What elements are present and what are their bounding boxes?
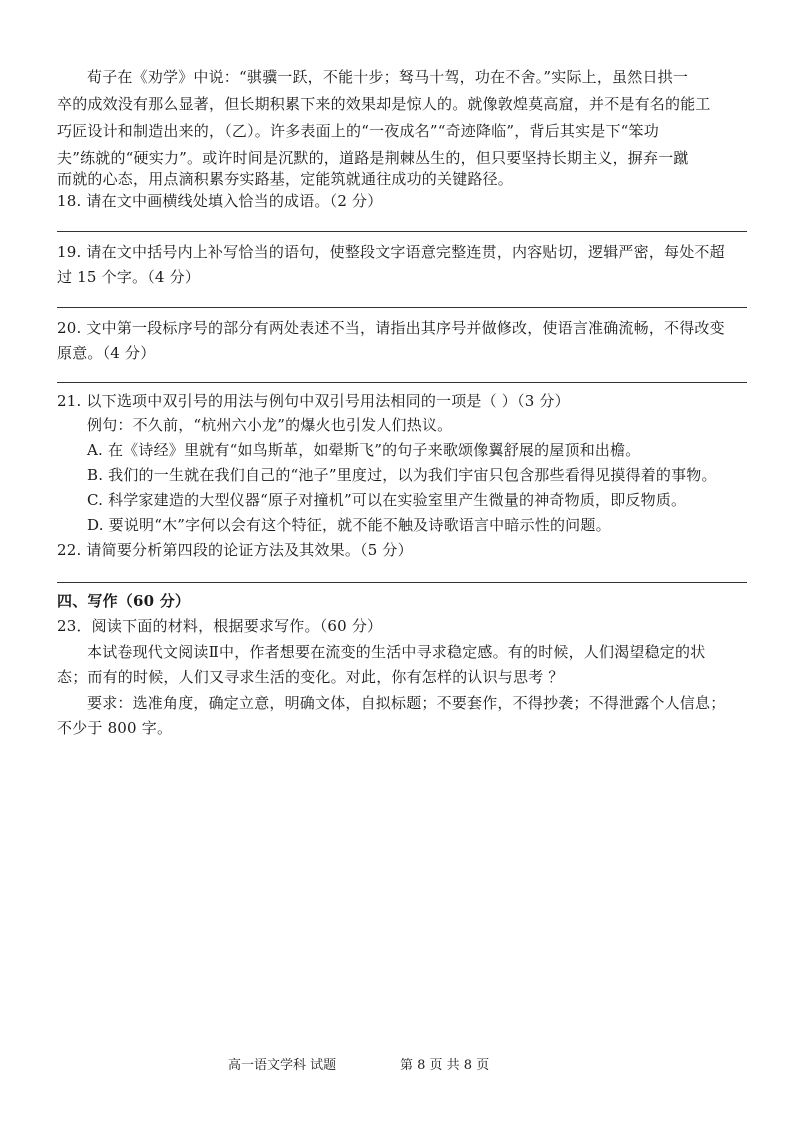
option-a: A. 在《诗经》里就有“如鸟斯革，如翚斯飞”的句子来歌颂像翼舒展的屋顶和出檐。 (87, 441, 641, 459)
footer-page-number: 第 8 页 共 8 页 (400, 1058, 490, 1073)
material-line: 本试卷现代文阅读Ⅱ中，作者想要在流变的生活中寻求稳定感。有的时候，人们渴望稳定的状 (87, 643, 706, 661)
passage-line: 夫”练就的“硬实力”。或许时间是沉默的，道路是荆棘丛生的，但只要坚持长期主义，摒弃一蹴 (57, 149, 689, 167)
question-21-example: 例句：不久前，“杭州六小龙”的爆火也引发人们热议。 (87, 416, 453, 434)
footer-title: 高一语文学科 试题 (228, 1058, 337, 1073)
option-c: C. 科学家建造的大型仪器“原子对撞机”可以在实验室里产生微量的神奇物质，即反物质。 (87, 491, 687, 509)
passage-line: 卒的成效没有那么显著，但长期积累下来的效果却是惊人的。就像敦煌莫高窟，并不是有名的能工 (57, 95, 711, 113)
requirement-line: 要求：选准角度，确定立意，明确文体，自拟标题；不要套作，不得抄袭；不得泄露个人信息； (87, 694, 726, 712)
option-b: B. 我们的一生就在我们自己的“池子”里度过，以为我们宇宙只包含那些看得见摸得着的事物。 (87, 466, 717, 484)
section-title-writing: 四、写作（60 分） (57, 592, 191, 610)
answer-line-18 (57, 231, 747, 232)
answer-line-19 (57, 307, 747, 308)
option-d: D. 要说明“木”字何以会有这个特征，就不能不触及诗歌语言中暗示性的问题。 (87, 516, 611, 534)
question-22: 22. 请简要分析第四段的论证方法及其效果。（5 分） (57, 541, 413, 559)
question-23: 23．阅读下面的材料，根据要求写作。（60 分） (57, 617, 383, 635)
question-21: 21. 以下选项中双引号的用法与例句中双引号用法相同的一项是（ ）（3 分） (57, 392, 570, 410)
question-18: 18. 请在文中画横线处填入恰当的成语。（2 分） (57, 192, 383, 210)
passage-line: 荀子在《劝学》中说：“骐骥一跃，不能十步；驽马十驾，功在不舍。”实际上，虽然日拱一 (87, 68, 689, 86)
question-19-cont: 过 15 个字。（4 分） (57, 268, 201, 286)
passage-line: 而就的心态，用点滴积累夯实路基，定能筑就通往成功的关键路径。 (57, 170, 514, 188)
question-19: 19. 请在文中括号内上补写恰当的语句，使整段文字语意完整连贯，内容贴切，逻辑严密，每处不超 (57, 243, 725, 261)
answer-line-20 (57, 382, 747, 383)
passage-line: 巧匠设计和制造出来的，（乙）。许多表面上的“一夜成名”“奇迹降临”，背后其实是下“笨功 (57, 122, 659, 140)
answer-line-22 (57, 582, 747, 583)
question-20-cont: 原意。（4 分） (57, 344, 156, 362)
material-line: 态；而有的时候，人们又寻求生活的变化。对此，你有怎样的认识与思考 ？ (57, 668, 564, 686)
question-20: 20. 文中第一段标序号的部分有两处表述不当，请指出其序号并做修改，使语言准确流畅，不得改变 (57, 319, 725, 337)
requirement-line: 不少于 800 字。 (57, 719, 173, 737)
